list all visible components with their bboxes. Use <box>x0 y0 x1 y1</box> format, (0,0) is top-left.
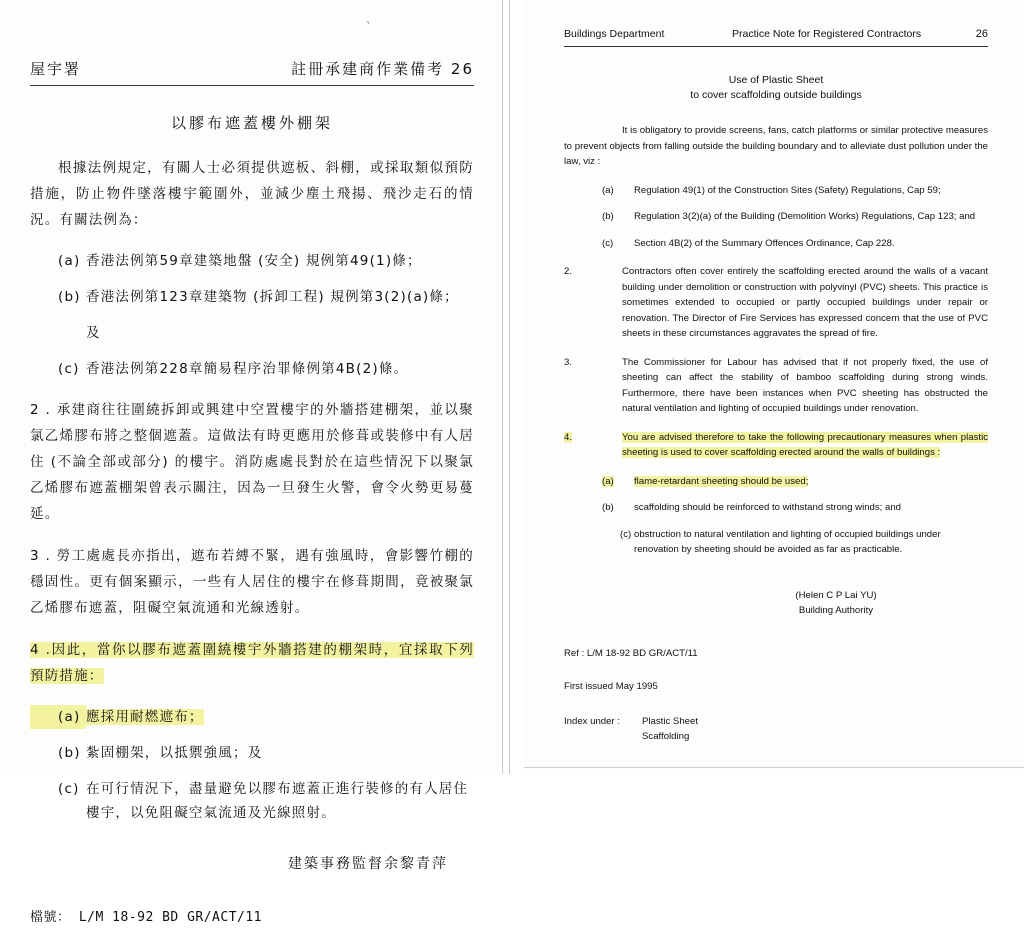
paragraph-3-text-chinese: 勞工處處長亦指出，遮布若縛不緊，遇有強風時，會影響竹棚的穩固性。更有個案顯示，一些有人居住的樓宇在修葺期間，竟被聚氯乙烯膠布遮蓋，阻礙空氣流通和光線透射。 <box>30 548 474 616</box>
paragraph-4-number-chinese: 4 . <box>30 642 52 658</box>
list-item-label: (c) <box>58 361 80 377</box>
paragraph-3-english <box>564 355 988 417</box>
list-item-text: 紮固棚架，以抵禦強風；及 <box>86 745 263 761</box>
chinese-page-header <box>30 58 474 85</box>
list-item <box>564 236 988 252</box>
paragraph-2-number-chinese: 2 . <box>30 402 51 418</box>
paragraph-3-text-english: The Commissioner for Labour has advised that if not properly fixed, the use of sheeting can affect the stability of bamboo scaffolding during strong winds. Furthermore, there have been instances when PVC sheeting has obstructed the natural ventilation and lighting of occupied buildings under renovation. <box>622 356 988 414</box>
paragraph-1-english: It is obligatory to provide screens, fans, catch platforms or similar protective measures to prevent objects from falling outside the building boundary and to alleviate dust pollution under the law, viz : <box>564 125 988 167</box>
index-value: Scaffolding <box>642 730 690 742</box>
page-title-chinese: 以膠布遮蓋樓外棚架 <box>170 114 333 132</box>
index-block <box>564 714 988 744</box>
index-value: Plastic Sheet <box>642 715 698 727</box>
page-gutter <box>500 0 524 774</box>
list-item-label: (c) <box>58 781 80 797</box>
list-item-text: 香港法例第59章建築地盤 (安全) 規例第49(1)條； <box>86 253 422 269</box>
list-2-english <box>564 474 988 558</box>
list-item-label: (a) <box>602 475 614 487</box>
list-item <box>564 183 988 199</box>
list-item <box>30 357 474 381</box>
first-issued-date: First issued May 1995 <box>564 680 658 692</box>
list-item-label: (a) <box>58 253 81 269</box>
page-number-english: 26 <box>975 28 988 40</box>
list-item-text: 應採用耐燃遮布； <box>86 709 204 725</box>
list-item-label: (a) <box>30 705 86 729</box>
index-values <box>642 714 988 744</box>
list-item <box>30 741 474 765</box>
paragraph-2-chinese <box>30 397 474 527</box>
list-item-text: 及 <box>86 325 101 341</box>
reference-number-english: Ref : L/M 18-92 BD GR/ACT/11 <box>564 647 698 659</box>
list-item <box>30 777 474 825</box>
list-item <box>564 527 988 558</box>
pencil-tick-mark: ` <box>366 20 372 33</box>
english-page-header <box>564 28 988 40</box>
page-title-line-2: to cover scaffolding outside buildings <box>690 89 862 101</box>
paragraph-1-chinese: 根據法例規定，有關人士必須提供遮板、斜棚，或採取類似預防措施，防止物件墜落樓宇範圍外，並減少塵土飛揚、飛沙走石的情況。有關法例為： <box>30 160 474 228</box>
list-item-text: Regulation 49(1) of the Construction Sites (Safety) Regulations, Cap 59; <box>634 184 941 196</box>
paragraph-2-english <box>564 264 988 342</box>
paragraph-4-highlighted-text-chinese: 因此，當你以膠布遮蓋圍繞樓宇外牆搭建的棚架時，宜採取下列預防措施： <box>30 642 474 684</box>
paragraph-3-number-english: 3. <box>564 356 573 368</box>
list-1-chinese <box>30 249 474 381</box>
paragraph-3-chinese <box>30 543 474 621</box>
header-divider-right <box>564 46 988 47</box>
header-divider-left <box>30 85 474 86</box>
reference-block-english <box>564 644 988 663</box>
signature-block-english <box>564 588 988 618</box>
department-name-chinese: 屋宇署 <box>30 60 82 78</box>
english-page <box>524 0 1024 774</box>
list-item <box>30 285 474 309</box>
list-item-text: 在可行情況下，盡量避免以膠布遮蓋正進行裝修的有人居住樓宇，以免阻礙空氣流通及光線照射。 <box>86 781 469 821</box>
signature-chinese: 建築事務監督余黎青萍 <box>288 856 448 872</box>
list-item-label: (b) <box>602 211 614 222</box>
paragraph-4-chinese <box>30 637 474 689</box>
chinese-body <box>30 155 474 931</box>
paragraph-2-text-english: Contractors often cover entirely the scaffolding erected around the walls of a vacant building under demolition or construction with polyvinyl (PVC) sheets. This practice is sometimes extended to occupied or partly occupied buildings under repair or renovation. The Director of Fire Services has expressed concern that the use of PVC sheets in these circumstances aggravates the spread of fire. <box>622 266 988 339</box>
english-body <box>564 123 988 744</box>
paragraph-3-number-chinese: 3 . <box>30 548 51 564</box>
list-item-text: flame-retardant sheeting should be used; <box>634 475 809 487</box>
index-label: Index under : <box>564 715 621 727</box>
list-1-english <box>564 183 988 252</box>
list-item-label: (b) <box>602 502 614 513</box>
practice-note-label-chinese: 註冊承建商作業備考 26 <box>291 60 474 78</box>
list-item <box>564 500 988 516</box>
paragraph-2-text-chinese: 承建商往往圍繞拆卸或興建中空置樓宇的外牆搭建棚架，並以聚氯乙烯膠布將之整個遮蓋。這做法有時更應用於修葺或裝修中有人居住 (不論全部或部分) 的樓宇。消防處處長對於在這些情況下以聚氯乙烯膠布遮蓋棚架曾表示關注，因為一旦發生火警，會令火勢更易蔓延。 <box>30 402 474 522</box>
list-item-label: (a) <box>602 184 614 196</box>
page-edge-line <box>502 0 503 774</box>
list-item-text: 香港法例第228章簡易程序治罪條例第4B(2)條。 <box>86 361 409 377</box>
list-item-text: 香港法例第123章建築物 (拆卸工程) 規例第3(2)(a)條； <box>86 289 459 305</box>
page-title-english <box>564 73 988 103</box>
list-item <box>30 249 474 273</box>
signature-name: (Helen C P Lai YU) <box>795 589 877 601</box>
list-item-text: obstruction to natural ventilation and lighting of occupied buildings under renovation by sheeting should be avoided as far as practicable. <box>634 528 941 555</box>
paragraph-2-number-english: 2. <box>564 266 573 277</box>
list-item-continuation <box>86 321 474 345</box>
paragraph-4-number-english: 4. <box>564 431 573 443</box>
list-item-label: (c) <box>602 237 614 249</box>
list-item <box>564 474 988 490</box>
paragraph-4-english <box>564 430 988 461</box>
chinese-page <box>0 0 500 925</box>
list-item <box>30 705 474 729</box>
list-item-label: (b) <box>58 745 81 761</box>
practice-note-label-english: Practice Note for Registered Contractors <box>732 28 922 40</box>
reference-number-chinese: 檔號： L/M 18-92 BD GR/ACT/11 <box>30 910 263 925</box>
list-item-text: Section 4B(2) of the Summary Offences Ordinance, Cap 228. <box>634 237 895 249</box>
paragraph-4-text-english: You are advised therefore to take the following precautionary measures when plastic sheeting is used to cover scaffolding erected around the walls of buildings : <box>622 431 988 458</box>
department-name-english: Buildings Department <box>564 28 665 40</box>
list-item-label: (b) <box>58 289 81 305</box>
list-item-text: Regulation 3(2)(a) of the Building (Demolition Works) Regulations, Cap 123; and <box>634 211 976 222</box>
list-item-label: (c) <box>620 528 632 540</box>
signature-title: Building Authority <box>798 604 874 616</box>
page-edge-line <box>509 0 510 774</box>
list-item-text: scaffolding should be reinforced to withstand strong winds; and <box>634 502 902 513</box>
list-2-chinese <box>30 705 474 825</box>
page-bottom-edge <box>524 767 1024 768</box>
page-title-line-1: Use of Plastic Sheet <box>728 74 824 86</box>
list-item <box>564 209 988 225</box>
